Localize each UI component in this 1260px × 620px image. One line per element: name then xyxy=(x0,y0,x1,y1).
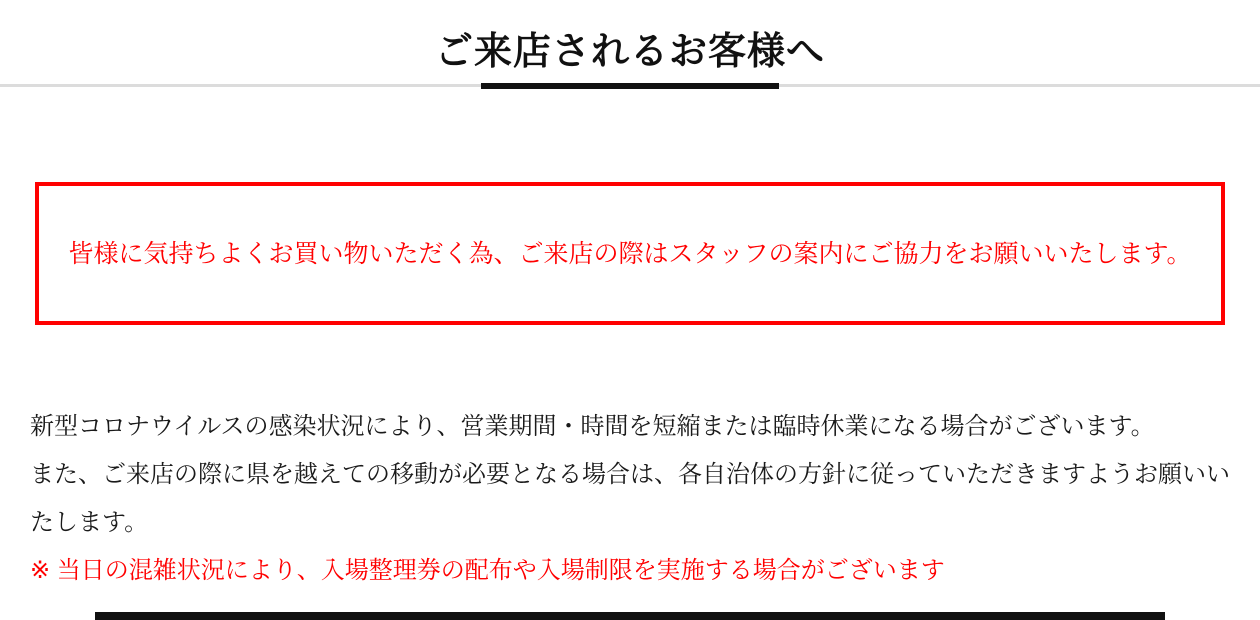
title-divider xyxy=(0,83,1260,90)
body-paragraph-line-2: また、ご来店の際に県を越えての移動が必要となる場合は、各自治体の方針に従っていただきますようお願いいたします。 xyxy=(30,461,1230,536)
page-header xyxy=(0,0,1260,90)
body-text-section xyxy=(0,403,1260,595)
footer-bar xyxy=(95,612,1165,620)
notice-text: 皆様に気持ちよくお買い物いただく為、ご来店の際はスタッフの案内にご協力をお願いいたします。 xyxy=(68,239,1192,268)
divider-accent xyxy=(481,83,779,89)
notice-box xyxy=(35,182,1225,325)
body-paragraph xyxy=(30,403,1230,547)
page-title: ご来店されるお客様へ xyxy=(434,31,825,73)
body-paragraph-line-1: 新型コロナウイルスの感染状況により、営業期間・時間を短縮または臨時休業になる場合がございます。 xyxy=(30,413,1155,440)
body-note: ※ 当日の混雑状況により、入場整理券の配布や入場制限を実施する場合がございます xyxy=(30,557,945,584)
